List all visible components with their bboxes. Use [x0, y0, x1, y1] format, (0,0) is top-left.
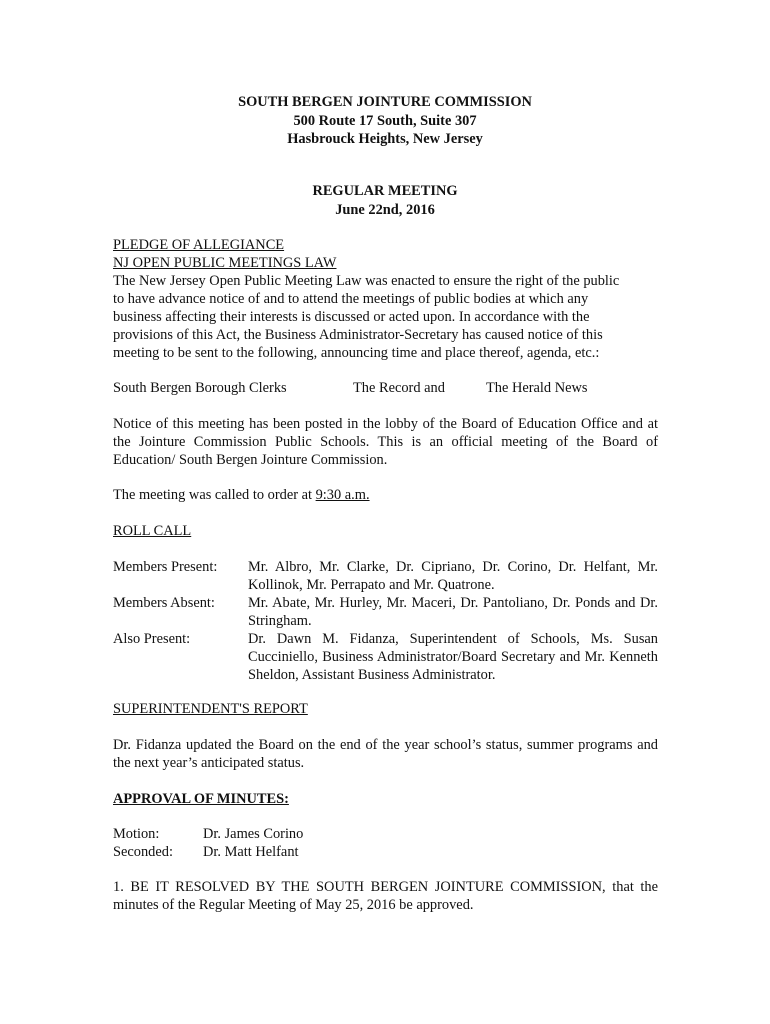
members-present-label: Members Present:	[113, 559, 218, 575]
superintendent-heading: SUPERINTENDENT'S REPORT	[113, 701, 308, 717]
members-present-row	[113, 558, 658, 594]
seconded-row	[113, 843, 658, 861]
opma-line: The New Jersey Open Public Meeting Law was enacted to ensure the right of the public	[113, 273, 620, 289]
also-present-value: Dr. Dawn M. Fidanza, Superintendent of Schools, Ms. Susan Cucciniello, Business Administrator/Board Secretary and Mr. Kenneth Sheldon, Assistant Business Administrator.	[248, 631, 658, 683]
pledge-section	[113, 236, 658, 362]
notice-recipients	[113, 379, 658, 397]
meeting-type: REGULAR MEETING	[312, 183, 458, 199]
recipient-herald-news: The Herald News	[486, 380, 588, 396]
call-to-order-time: 9:30 a.m.	[315, 487, 370, 503]
motion-row	[113, 825, 658, 843]
posting-notice: Notice of this meeting has been posted in the lobby of the Board of Education Office and at the Jointure Commission Public Schools. This is an official meeting of the Board of Education/ South Bergen Jointure Commission.	[113, 416, 658, 468]
opma-heading: NJ OPEN PUBLIC MEETINGS LAW	[113, 255, 337, 271]
recipient-borough-clerks: South Bergen Borough Clerks	[113, 380, 287, 396]
seconded-value: Dr. Matt Helfant	[203, 844, 299, 860]
also-present-row	[113, 630, 658, 684]
superintendent-report: Dr. Fidanza updated the Board on the end of the year school’s status, summer programs and the next year’s anticipated status.	[113, 737, 658, 771]
document-header	[0, 93, 770, 149]
members-present-value: Mr. Albro, Mr. Clarke, Dr. Cipriano, Dr. Corino, Dr. Helfant, Mr. Kollinok, Mr. Perrapato and Mr. Quatrone.	[248, 559, 658, 593]
org-address: 500 Route 17 South, Suite 307	[293, 112, 477, 129]
call-to-order	[113, 486, 658, 504]
opma-line: meeting to be sent to the following, announcing time and place thereof, agenda, etc.:	[113, 345, 600, 361]
roll-call-heading: ROLL CALL	[113, 523, 192, 539]
seconded-label: Seconded:	[113, 844, 173, 860]
meeting-date: June 22nd, 2016	[335, 201, 435, 218]
approval-heading: APPROVAL OF MINUTES:	[113, 791, 289, 807]
members-absent-label: Members Absent:	[113, 595, 215, 611]
call-to-order-text: The meeting was called to order at	[113, 487, 316, 503]
recipient-the-record: The Record and	[353, 380, 445, 396]
pledge-heading: PLEDGE OF ALLEGIANCE	[113, 237, 285, 253]
members-absent-value: Mr. Abate, Mr. Hurley, Mr. Maceri, Dr. Pantoliano, Dr. Ponds and Dr. Stringham.	[248, 595, 658, 629]
motion-section	[113, 825, 658, 861]
members-absent-row	[113, 594, 658, 630]
opma-line: to have advance notice of and to attend the meetings of public bodies at which any	[113, 291, 589, 307]
org-city: Hasbrouck Heights, New Jersey	[287, 131, 483, 147]
resolution-text: 1. BE IT RESOLVED BY THE SOUTH BERGEN JOINTURE COMMISSION, that the minutes of the Regular Meeting of May 25, 2016 be approved.	[113, 879, 658, 913]
opma-line: provisions of this Act, the Business Administrator-Secretary has caused notice of this	[113, 327, 603, 343]
motion-label: Motion:	[113, 826, 160, 842]
roll-call-list	[113, 558, 658, 684]
org-name: SOUTH BERGEN JOINTURE COMMISSION	[238, 94, 532, 110]
meeting-header	[0, 182, 770, 219]
also-present-label: Also Present:	[113, 631, 191, 647]
opma-line: business affecting their interests is discussed or acted upon. In accordance with the	[113, 309, 590, 325]
motion-value: Dr. James Corino	[203, 826, 304, 842]
